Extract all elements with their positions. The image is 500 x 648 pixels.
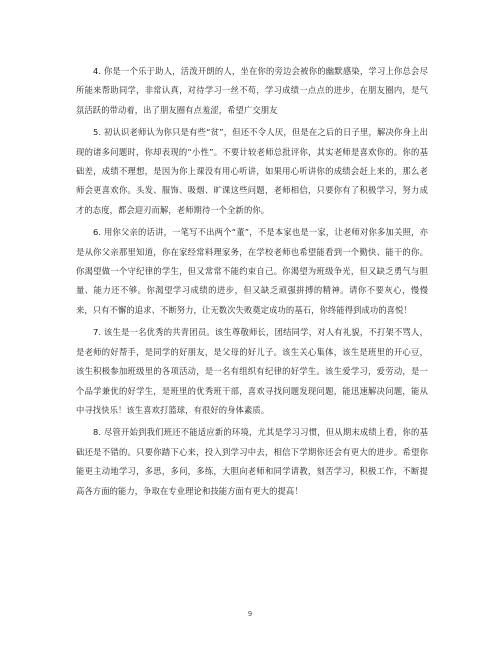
paragraph-7: 7. 该生是一名优秀的共青团员。该生尊敬师长，团结同学，对人有礼貌，不打架不骂人，是老师的好帮手，是同学的好朋友，是父母的好儿子。该生关心集体，该生是班里的开心豆，该生积极参加班级里的各项活动，是一名有组织有纪律的好学生。该生爱学习，爱劳动，是一个品学兼优的好学生，是班里的优秀班干部，喜欢寻找问题发现问题，能迅速解决问题，能从中寻找快乐！该生喜欢打篮球，有很好的身体素质。 [76,327,428,415]
page-number: 9 [247,610,253,618]
paragraph-6: 6. 用你父亲的话讲，一笔写不出两个“董”，不是本家也是一家，让老师对你多加关照，亦是从你父亲那里知道，你在家经常料理家务，在学校老师也希望能看到一个勤快、能干的你。你渴望做一个守纪律的学生，但又常常不能约束自己。你渴望为班级争光，但又缺乏勇气与胆量、能力还不够。你渴望学习成绩的进步，但又缺乏顽强拼搏的精神。请你不要灰心，慢慢来，只有不懈的追求、不断努力，让无数次失败奠定成功的基石，你终能得到成功的喜悦！ [76,227,428,315]
paragraph-4: 4. 你是一个乐于助人，活泼开朗的人，坐在你的旁边会被你的幽默感染，学习上你总会尽所能来帮助同学，非常认真，对待学习一丝不苟，学习成绩一点点的进步，在朋友圈内，是气氛活跃的带动着，出了朋友圈有点羞涩，希望广交朋友 [76,66,428,115]
document-body [76,62,428,504]
paragraph-8: 8. 尽管开始到我们班还不能适应新的环境，尤其是学习习惯，但从期末成绩上看，你的基础还是不错的。只要你踏下心来，投入到学习中去，相信下学期你还会有更大的进步。希望你能更主动地学习，多思，多问，多练，大胆向老师和同学请教，刻苦学习，积极工作，不断提高各方面的能力，争取在专业理论和技能方面有更大的提高！ [76,427,428,496]
paragraph-5: 5. 初认识老师认为你只是有些“贫”，但还不令人厌，但是在之后的日子里，解决你身上出现的诸多问题时，你却表现的“小性”。不要计较老师总批评你，其实老师是喜欢你的。你的基础差，成绩不理想，是因为你上课没有用心听讲，如果用心听讲你的成绩会赶上来的，那么老师会更喜欢你。头发、服饰、吸烟、旷课这些问题，老师相信，只要你有了积极学习，努力成才的态度，都会迎刃而解，老师期待一个全新的你。 [76,127,428,215]
